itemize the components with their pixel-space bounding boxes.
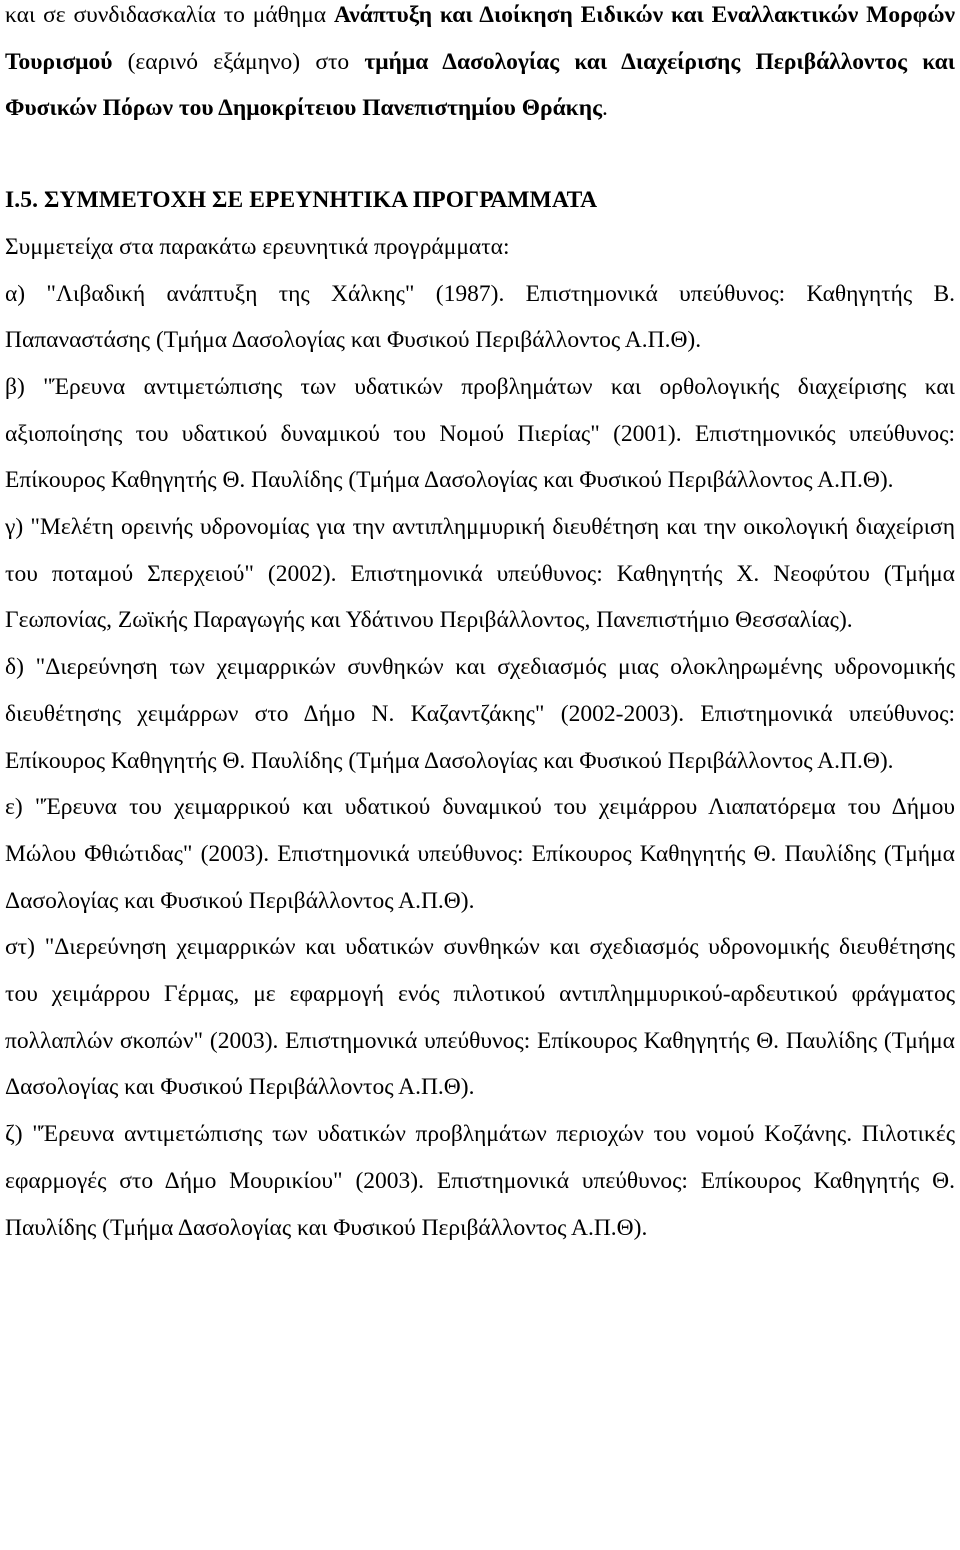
intro-paragraph	[5, 0, 955, 132]
project-item-a: α) "Λιβαδική ανάπτυξη της Χάλκης" (1987). Επιστημονικά υπεύθυνος: Καθηγητής Β. Παπαναστάσης (Τμήμα Δασολογίας και Φυσικού Περιβάλλοντος Α.Π.Θ).	[5, 280, 955, 354]
section-heading: Ι.5. ΣΥΜΜΕΤΟΧΗ ΣΕ ΕΡΕΥΝΗΤΙΚΑ ΠΡΟΓΡΑΜΜΑΤΑ	[5, 187, 598, 214]
section-lead: Συμμετείχα στα παρακάτω ερευνητικά προγράμματα:	[5, 233, 510, 260]
department-name: τμήμα Δασολογίας και Διαχείρισης Περιβάλλοντος και Φυσικών Πόρων του Δημοκρίτειου Πανεπιστημίου Θράκης	[5, 48, 955, 122]
intro-prefix: και σε συνδιδασκαλία το μάθημα	[5, 2, 334, 28]
intro-middle: (εαρινό εξάμηνο) στο	[112, 48, 365, 75]
project-item-d: δ) "Διερεύνηση των χειμαρρικών συνθηκών και σχεδιασμός μιας ολοκληρωμένης υδρονομικής διευθέτησης χειμάρρων στο Δήμο Ν. Καζαντζάκης" (2002-2003). Επιστημονικά υπεύθυνος: Επίκουρος Καθηγητής Θ. Παυλίδης (Τμήμα Δασολογίας και Φυσικού Περιβάλλοντος Α.Π.Θ).	[5, 654, 955, 774]
project-item-b: β) "Έρευνα αντιμετώπισης των υδατικών προβλημάτων και ορθολογικής διαχείρισης και αξιοποίησης του υδατικού δυναμικού του Νομού Πιερίας" (2001). Επιστημονικός υπεύθυνος: Επίκουρος Καθηγητής Θ. Παυλίδης (Τμήμα Δασολογίας και Φυσικού Περιβάλλοντος Α.Π.Θ).	[5, 373, 955, 494]
section-gap	[5, 132, 955, 177]
project-item-c: γ) "Μελέτη ορεινής υδρονομίας για την αντιπλημμυρική διευθέτηση και την οικολογική διαχείριση του ποταμού Σπερχειού" (2002). Επιστημονικά υπεύθυνος: Καθηγητής Χ. Νεοφύτου (Τμήμα Γεωπονίας, Ζωϊκής Παραγωγής και Υδάτινου Περιβάλλοντος, Πανεπιστήμιο Θεσσαλίας).	[5, 514, 955, 634]
intro-suffix: .	[602, 95, 608, 122]
project-item-st: στ) "Διερεύνηση χειμαρρικών και υδατικών συνθηκών και σχεδιασμός υδρονομικής διευθέτησης του χειμάρρου Γέρμας, με εφαρμογή ενός πιλοτικού αντιπλημμυρικού-αρδευτικού φράγματος πολλαπλών σκοπών" (2003). Επιστημονικά υπεύθυνος: Επίκουρος Καθηγητής Θ. Παυλίδης (Τμήμα Δασολογίας και Φυσικού Περιβάλλοντος Α.Π.Θ).	[5, 934, 955, 1101]
course-title: Ανάπτυξη και Διοίκηση Ειδικών και Εναλλακτικών Μορφών Τουρισμού	[5, 2, 955, 75]
project-item-z: ζ) "Έρευνα αντιμετώπισης των υδατικών προβλημάτων περιοχών του νομού Κοζάνης. Πιλοτικές εφαρμογές στο Δήμο Μουρικίου" (2003). Επιστημονικά υπεύθυνος: Επίκουρος Καθηγητής Θ. Παυλίδης (Τμήμα Δασολογίας και Φυσικού Περιβάλλοντος Α.Π.Θ).	[5, 1121, 955, 1241]
project-item-e: ε) "Έρευνα του χειμαρρικού και υδατικού δυναμικού του χειμάρρου Λιαπατόρεμα του Δήμου Μώλου Φθιώτιδας" (2003). Επιστημονικά υπεύθυνος: Επίκουρος Καθηγητής Θ. Παυλίδης (Τμήμα Δασολογίας και Φυσικού Περιβάλλοντος Α.Π.Θ).	[5, 794, 955, 914]
